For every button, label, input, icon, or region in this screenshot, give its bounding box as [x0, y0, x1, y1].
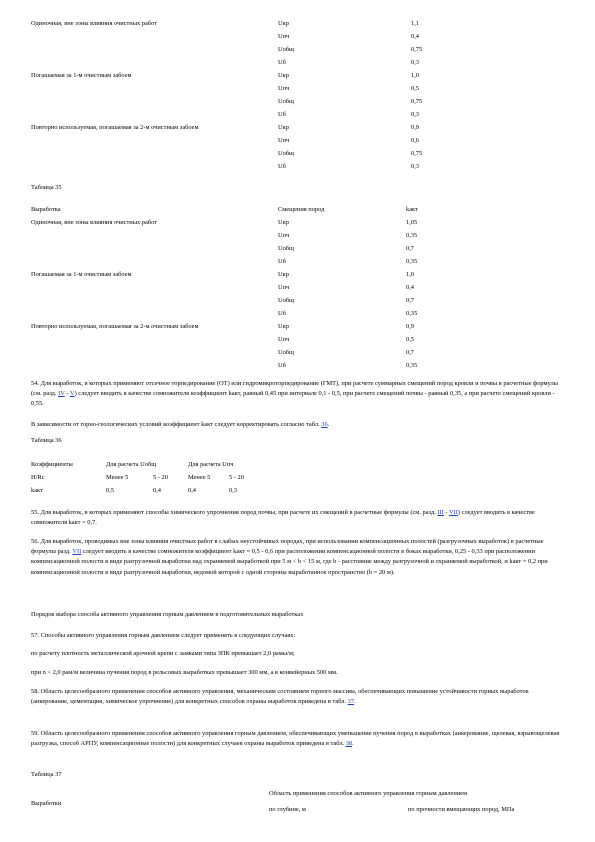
table-cell: Uпч [278, 137, 290, 144]
table-cell: Uпч [278, 284, 290, 291]
table-row [0, 33, 595, 43]
table-cell: 0,3 [411, 111, 419, 118]
table-row [0, 137, 595, 147]
table-caption: Таблица 37 [31, 771, 62, 778]
table-cell: 1,0 [406, 271, 414, 278]
table-cell: 1,0 [411, 72, 419, 79]
table-cell: 0,7 [406, 297, 414, 304]
table-row [0, 323, 595, 333]
table-cell: Одиночная, вне зоны влияния очистных работ [31, 20, 157, 27]
table-cell: 0,35 [406, 232, 418, 239]
table-cell: Uкр [278, 72, 289, 79]
column-header: Для расчета Uобщ [106, 461, 157, 468]
table-38-link[interactable]: 38 [345, 740, 353, 748]
paragraph-57: 57. Способы активного управления горным давлением следует применять в следующих случаях: [31, 632, 296, 639]
table-row [0, 59, 595, 69]
table-cell: Повторно используемая, погашаемая за 2-м очистным забоем [31, 124, 199, 131]
table-row [0, 245, 595, 255]
table-cell: Uб [278, 310, 286, 317]
section-link-vii[interactable]: VII [449, 509, 458, 516]
paragraph-text: 58. Область целесообразного применения способов активного управления, механическим состоянием горного массива, обеспечивающих повышение устойчивости горных выработок (анкерование, цементация, химическое упрочнение) для конкретных способов охраны выработок приведена в табл. [31, 688, 529, 706]
table-row [0, 20, 595, 30]
table-cell: Повторно используемая, погашаемая за 2-м очистным забоем [31, 323, 199, 330]
table-cell: Uкр [278, 323, 289, 330]
table-row [0, 232, 595, 242]
section-link-iv[interactable]: IV [58, 390, 65, 398]
table-cell: Менее 5 [188, 474, 211, 481]
paragraph-56 [31, 537, 566, 578]
table-cell: 0,5 [411, 85, 419, 92]
table-cell: 0,4 [411, 33, 419, 40]
table-cell: Uб [278, 362, 286, 369]
table-cell: 0,6 [411, 137, 419, 144]
table-row [0, 124, 595, 134]
paragraph-58 [31, 687, 566, 707]
table-cell: 0,5 [106, 487, 114, 494]
table-cell: 0,75 [411, 98, 423, 105]
table-row [0, 150, 595, 160]
table-row [0, 163, 595, 173]
table-cell: 5 - 20 [229, 474, 244, 481]
table-cell: 0,4 [406, 284, 414, 291]
paragraph-text: 54. Для выработок, в которых применяют отсечное торпедирование (ОТ) или гидромикроторпедирование (ГМТ), при расчете суммарных смещений пород кровли и почвы в расчетные формулы (см. разд. [31, 380, 558, 398]
table-cell: Uобщ [278, 150, 294, 157]
table-cell: 0,5 [406, 336, 414, 343]
table-cell: 0,7 [406, 349, 414, 356]
table-cell: 1,1 [411, 20, 419, 27]
table-row [0, 336, 595, 346]
table-cell: Uпч [278, 85, 290, 92]
table-row [0, 111, 595, 121]
table-row [0, 271, 595, 281]
column-header: Выработка [31, 206, 61, 213]
table-cell: kакт [31, 487, 43, 494]
paragraph-correction [31, 420, 566, 430]
table-cell: 1,05 [406, 219, 418, 226]
table-row [0, 310, 595, 320]
table-row [0, 98, 595, 108]
table-row [0, 284, 595, 294]
table-cell: Uб [278, 59, 286, 66]
table-row [0, 219, 595, 229]
table-cell: Uпч [278, 336, 290, 343]
table-cell: Одиночная, вне зоны влияния очистных работ [31, 219, 157, 226]
paragraph-text: В зависимости от горно-геологических условий коэффициент kакт следует корректировать согласно табл. [31, 421, 322, 428]
table-cell: 0,4 [188, 487, 196, 494]
column-header: Для расчета Uпч [188, 461, 234, 468]
column-header: Смещения пород [278, 206, 325, 213]
paragraph-text: - [64, 390, 70, 398]
paragraph-text: 59. Область целесообразного применения способов активного управления горным давлением, обеспечивающих уменьшение пучения пород в выработках (анкерование, щелевая, взрывощелевая разгрузка, способ АРПУ, компенсационные полости) для конкретных случаев охраны выработок приведена в табл. [31, 730, 560, 748]
table-36-link[interactable]: 36 [321, 421, 328, 428]
column-header: по прочности вмещающих пород, МПа [408, 806, 515, 813]
table-cell: Uб [278, 258, 286, 265]
column-header-group: Область применения способов активного управления горным давлением [269, 790, 468, 797]
table-row [0, 258, 595, 268]
table-cell: 0,75 [411, 150, 423, 157]
table-cell: 0,9 [406, 323, 414, 330]
table-cell: Uкр [278, 219, 289, 226]
paragraph-text: 56. Для выработок, проводимых вне зоны влияния очистных работ в слабых неустойчивых породах, при использовании компенсационных полостей (разгрузочных выработок) в расчетные формулы разд. [31, 538, 544, 556]
table-cell: 0,3 [411, 163, 419, 170]
table-row [0, 297, 595, 307]
table-cell: Uкр [278, 20, 289, 27]
column-header: по глубине, м [269, 806, 306, 813]
section-heading: Порядок выбора способа активного управления горным давлением в подготовительных выработках [31, 611, 304, 618]
table-cell: 0,7 [406, 245, 414, 252]
table-cell: Uобщ [278, 349, 294, 356]
table-cell: Uпч [278, 232, 290, 239]
paragraph-text: . [354, 698, 356, 706]
table-cell: 0,35 [406, 362, 418, 369]
table-cell: Uб [278, 111, 286, 118]
table-cell: Uобщ [278, 245, 294, 252]
table-caption: Таблица 35 [31, 184, 62, 191]
section-link-iii[interactable]: III [437, 509, 444, 516]
paragraph-text: ) следует вводить в качестве сомножителя kакт = 0,7. [31, 509, 535, 527]
paragraph-54 [31, 379, 566, 410]
table-cell: Uб [278, 163, 286, 170]
table-cell: Uкр [278, 124, 289, 131]
table-cell: Uпч [278, 33, 290, 40]
column-header: Выработки [31, 800, 62, 807]
table-row [0, 72, 595, 82]
table-cell: 0,3 [229, 487, 237, 494]
table-cell: Uобщ [278, 46, 294, 53]
column-header: kакт [406, 206, 418, 213]
table-row [0, 362, 595, 372]
paragraph-57-item: при n < 2,0 рам/м величина пучения пород в рельсовых выработках превышает 300 мм, а в конвейерных 500 мм. [31, 669, 338, 676]
table-cell: Погашаемая за 1-м очистным забоем [31, 72, 132, 79]
section-link-vii[interactable]: VII [72, 548, 82, 556]
table-row [0, 85, 595, 95]
table-cell: 0,3 [411, 59, 419, 66]
table-cell: Погашаемая за 1-м очистным забоем [31, 271, 132, 278]
table-37-link[interactable]: 37 [347, 698, 355, 706]
paragraph-55 [31, 508, 566, 528]
paragraph-text: ) следует вводить в качестве сомножителя коэффициент kакт, равный 0,45 при интервале 0,1 - 0,5, при расчете смещений почвы - равный 0,35, а при расчете смещений кровли - 0,55. [31, 390, 555, 408]
table-cell: 0,35 [406, 258, 418, 265]
table-header-row [0, 206, 595, 216]
table-cell: 0,75 [411, 46, 423, 53]
table-cell: 0,4 [153, 487, 161, 494]
paragraph-57-item: по расчету плотность металлической арочной крепи с замками типа ЗПК превышает 2,0 рамы/м; [31, 650, 295, 657]
section-link-v[interactable]: V [69, 390, 75, 398]
table-cell: 0,35 [406, 310, 418, 317]
paragraph-text: следует вводить в качестве сомножителя коэффициент kакт = 0,5 - 0,6 при расположении компенсационной полости в боках выработки, 0,25 - 0,33 при расположении компенсационной полости в виде разгрузочной выработки над охраняемой выработкой при 5 м < b < 15 м, где b - расстояние между разгрузочной и охраняемой выработкой, и kакт = 0,2 при компенсационной полости в виде разгрузочной выработки, ведомой которой с одной стороны выработанное пространство (b = 20 м). [31, 548, 548, 576]
table-cell: Uкр [278, 271, 289, 278]
table-cell: 0,9 [411, 124, 419, 131]
table-row [0, 46, 595, 56]
paragraph-text: . [327, 421, 330, 428]
table-cell: Менее 5 [106, 474, 129, 481]
table-cell: H/Rc [31, 474, 45, 481]
paragraph-text: . [352, 740, 354, 748]
paragraph-text: - [443, 509, 450, 516]
paragraph-text: 55. Для выработок, в которых применяют способы химического упрочнения пород почвы, при расчете их смещений в расчетные формулы (см. разд. [31, 509, 438, 516]
column-header: Коэффициенты [31, 461, 73, 468]
table-row [0, 349, 595, 359]
table-cell: 5 - 20 [153, 474, 168, 481]
table-cell: Uобщ [278, 297, 294, 304]
table-caption: Таблица 36 [31, 437, 62, 444]
table-cell: Uобщ [278, 98, 294, 105]
paragraph-59 [31, 729, 566, 749]
